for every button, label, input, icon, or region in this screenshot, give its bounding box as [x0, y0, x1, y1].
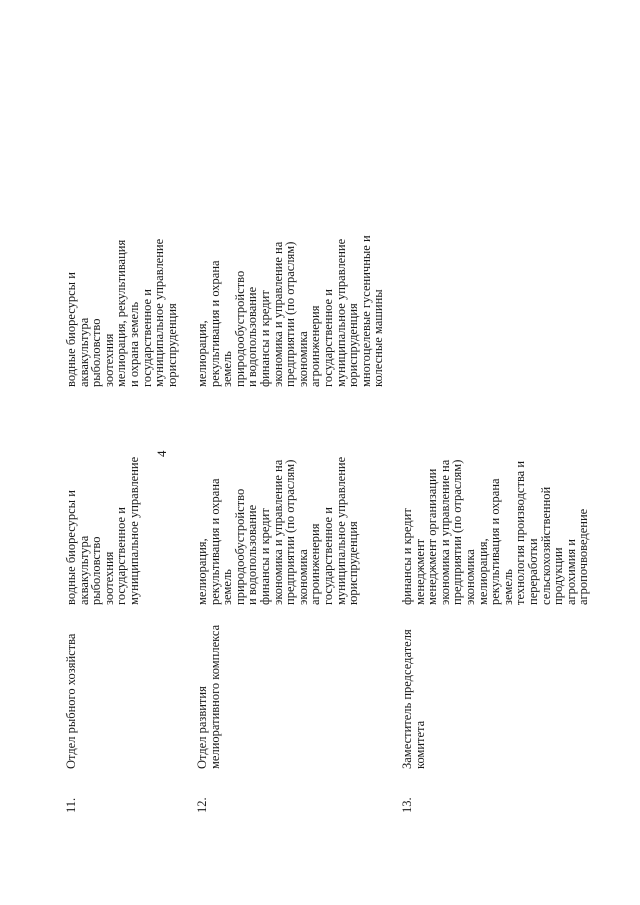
- specialty-item: технология производства и: [513, 460, 528, 605]
- specialty-item: рыболовство: [89, 536, 104, 605]
- specialty-item: мелиорация,: [475, 538, 490, 605]
- specialty-item: экономика: [295, 331, 310, 387]
- specialty-item: сельскохозяйственной: [538, 486, 553, 605]
- specialty-item: агроинженерия: [308, 305, 323, 387]
- specialty-item: финансы и кредит: [257, 508, 272, 605]
- specialty-item: экономика и управление на: [270, 459, 285, 605]
- specialty-item: муниципальное управление: [152, 238, 167, 387]
- row-number: 12.: [195, 797, 209, 813]
- specialty-item: рекультивация и охрана: [488, 478, 503, 605]
- specialty-item: земель: [220, 351, 235, 387]
- specialty-item: экономика и управление на: [437, 459, 452, 605]
- specialty-item: муниципальное управление: [333, 238, 348, 387]
- specialty-item: рыболовство: [89, 318, 104, 387]
- specialty-item: финансы и кредит: [257, 290, 272, 387]
- specialty-item: рекультивация и охрана: [207, 260, 222, 387]
- department-name: Заместитель председателя комитета: [400, 629, 427, 769]
- specialty-item: аквакультура: [76, 535, 91, 605]
- specialty-item: природообустройство: [232, 488, 247, 605]
- row-number: 13.: [400, 797, 414, 813]
- specialty-item: юриспруденция: [164, 303, 179, 387]
- specialty-item: экономика: [295, 549, 310, 605]
- specialty-item: водные биоресурсы и: [64, 272, 78, 387]
- specialty-item: мелиорация, рекультивация: [114, 239, 129, 387]
- specialties-list: [196, 435, 360, 605]
- specialty-item: предприятии (по отраслям): [283, 241, 298, 387]
- specialty-item: переработки: [525, 538, 540, 605]
- specialty-item: аквакультура: [76, 317, 91, 387]
- specialty-item: экономика: [462, 549, 477, 605]
- specialty-item: финансы и кредит: [400, 508, 414, 605]
- specialty-item: менеджмент организации: [425, 468, 440, 605]
- specialty-item: менеджмент: [412, 538, 427, 605]
- specialties-list: [401, 435, 590, 605]
- specialty-item: водные биоресурсы и: [64, 490, 78, 605]
- specialty-item: юриспруденция: [346, 303, 361, 387]
- specialties-column: [65, 435, 141, 605]
- specialties-list: [65, 435, 141, 605]
- specialty-item: экономика и управление на: [270, 241, 285, 387]
- specialty-item: земель: [500, 569, 515, 605]
- specialty-item: колесные машины: [371, 289, 386, 387]
- specialty-item: и охрана земель: [126, 301, 141, 387]
- specialty-item: многоцелевые гусеничные и: [358, 235, 373, 387]
- page-number: 4: [154, 450, 169, 457]
- specialties-list: [196, 207, 385, 387]
- specialty-item: предприятии (по отраслям): [283, 459, 298, 605]
- specialty-item: юриспруденция: [346, 521, 361, 605]
- specialty-item: муниципальное управление: [333, 456, 348, 605]
- specialties-column-2: [65, 207, 178, 387]
- specialty-item: муниципальное управление: [126, 456, 141, 605]
- specialty-item: агропочвоведение: [576, 508, 591, 605]
- specialty-item: и водопользование: [245, 504, 260, 605]
- specialty-item: зоотехния: [101, 333, 116, 387]
- specialty-item: рекультивация и охрана: [207, 478, 222, 605]
- specialty-item: земель: [220, 569, 235, 605]
- specialties-column: [401, 435, 590, 605]
- specialty-item: мелиорация,: [195, 320, 209, 387]
- specialty-item: агрохимия и: [563, 539, 578, 605]
- specialty-item: государственное и: [320, 507, 335, 605]
- specialty-item: предприятии (по отраслям): [450, 459, 465, 605]
- specialty-item: государственное и: [114, 507, 129, 605]
- specialty-item: природообустройство: [232, 270, 247, 387]
- specialty-item: мелиорация,: [195, 538, 209, 605]
- specialty-item: агроинженерия: [308, 523, 323, 605]
- specialties-column-2: [196, 207, 385, 387]
- specialties-list: [65, 207, 178, 387]
- specialties-column: [196, 435, 360, 605]
- specialty-item: зоотехния: [101, 551, 116, 605]
- department-name: Отдел развития мелиоративного комплекса: [195, 624, 222, 769]
- specialty-item: и водопользование: [245, 286, 260, 387]
- specialty-item: государственное и: [320, 289, 335, 387]
- specialty-item: продукции: [551, 547, 566, 605]
- department-name: Отдел рыбного хозяйства: [64, 633, 78, 769]
- row-number: 11.: [64, 797, 78, 813]
- specialty-item: государственное и: [139, 289, 154, 387]
